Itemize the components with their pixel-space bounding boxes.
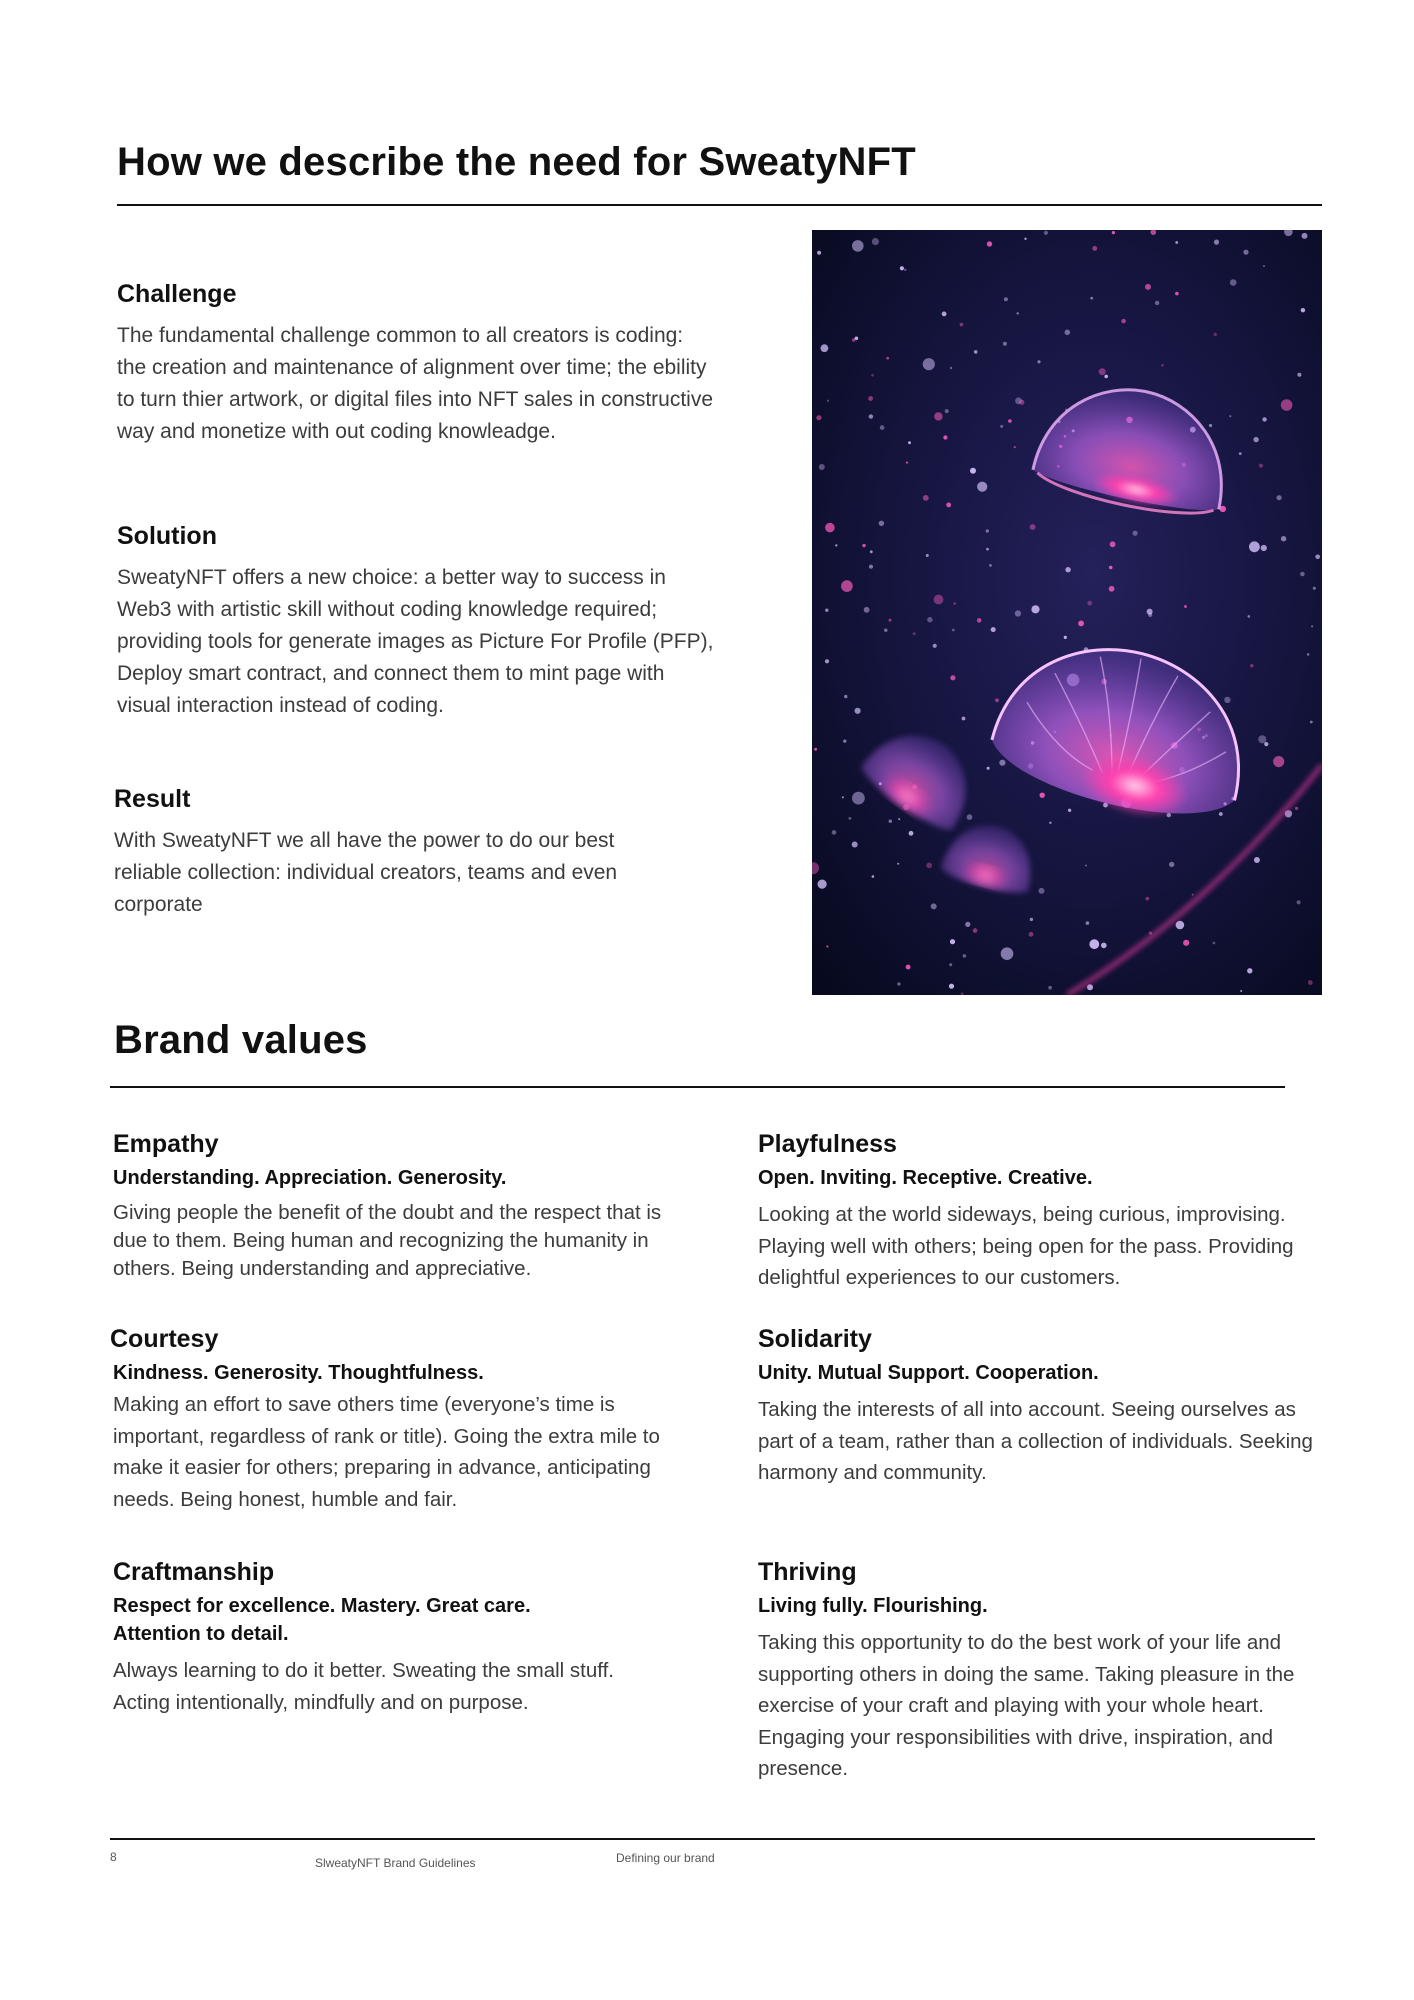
particle <box>949 984 954 989</box>
particle <box>1110 541 1116 547</box>
particle <box>869 414 873 418</box>
particle <box>1155 301 1159 305</box>
particle <box>1031 605 1039 613</box>
particle <box>952 629 955 632</box>
particle <box>869 565 873 569</box>
particle <box>1019 400 1024 405</box>
particle <box>926 554 929 557</box>
value-playfulness <box>758 1130 1328 1294</box>
particle <box>909 831 914 836</box>
particle <box>1001 947 1014 960</box>
particle <box>880 425 885 430</box>
particle <box>818 880 827 889</box>
particle <box>926 863 932 869</box>
value-tagline: Understanding. Appreciation. Generosity. <box>113 1167 507 1189</box>
particle <box>945 409 949 413</box>
value-tagline: Living fully. Flourishing. <box>758 1595 988 1617</box>
value-empathy <box>113 1130 693 1283</box>
particle <box>1145 284 1151 290</box>
result-text: With SweatyNFT we all have the power to do our best reliable collection: individual creators, teams and even corporate <box>114 829 618 916</box>
particle <box>1219 812 1223 816</box>
particle <box>999 760 1005 766</box>
particle <box>871 374 874 377</box>
particle <box>1281 399 1293 411</box>
particle <box>1281 536 1286 541</box>
particle <box>870 550 873 553</box>
solution-heading: Solution <box>117 522 217 550</box>
particle <box>872 875 875 878</box>
particle <box>986 548 989 551</box>
particle <box>1250 664 1253 667</box>
particle <box>1213 942 1216 945</box>
particle <box>1104 375 1108 379</box>
particle <box>814 748 817 751</box>
particle <box>1249 541 1260 552</box>
value-description: Taking the interests of all into account. Seeing ourselves as part of a team, rather than a collection of individuals. Seeking harmony and community. <box>758 1398 1313 1484</box>
particle <box>995 698 999 702</box>
particle <box>1277 495 1282 500</box>
particle <box>965 922 970 927</box>
particle <box>933 644 937 648</box>
particle <box>1068 809 1071 812</box>
particle <box>1261 545 1267 551</box>
result-heading: Result <box>114 785 191 813</box>
particle <box>1112 231 1115 234</box>
value-description: Taking this opportunity to do the best work of your life and supporting others in doing the same. Taking pleasure in the exercise of your craft and playing with your whole heart. Engaging your responsibilities with drive, inspiration, and presence. <box>758 1631 1295 1780</box>
value-name: Solidarity <box>758 1325 872 1353</box>
value-tagline: Open. Inviting. Receptive. Creative. <box>758 1167 1093 1189</box>
particle <box>1039 888 1045 894</box>
particle <box>1240 990 1242 992</box>
particle <box>1092 246 1097 251</box>
particle <box>1040 793 1045 798</box>
particle <box>1087 984 1093 990</box>
particle <box>974 350 978 354</box>
particle <box>934 595 944 605</box>
page-number: 8 <box>110 1850 117 1864</box>
particle <box>963 954 967 958</box>
particle <box>832 830 837 835</box>
particle <box>1214 240 1219 245</box>
particle <box>1310 721 1313 724</box>
value-courtesy <box>110 1325 690 1515</box>
particle <box>1253 437 1258 442</box>
particle <box>1000 425 1003 428</box>
particle <box>827 400 829 402</box>
particle <box>1192 894 1194 896</box>
value-name: Empathy <box>113 1130 219 1158</box>
particle <box>1087 601 1092 606</box>
particle <box>1030 524 1036 530</box>
particle <box>1307 653 1309 655</box>
particle <box>1004 297 1008 301</box>
particle <box>1214 333 1217 336</box>
particle <box>1313 587 1316 590</box>
solution-text: SweatyNFT offers a new choice: a better way to success in Web3 with artistic skill without coding knowledge required; providing tools for generate images as Picture For Profile (PFP), Deploy smart contract, and connect them to mint page with visual interaction instead of coding. <box>117 566 714 717</box>
particle <box>989 564 992 567</box>
result-block <box>114 785 674 921</box>
particle <box>1243 250 1248 255</box>
particle <box>1109 566 1113 570</box>
value-name: Thriving <box>758 1558 857 1586</box>
particle <box>987 767 990 770</box>
value-solidarity <box>758 1325 1328 1489</box>
particle <box>1175 292 1179 296</box>
title-divider <box>117 204 1322 206</box>
particle <box>1301 308 1305 312</box>
value-thriving <box>758 1558 1318 1785</box>
particle <box>1315 555 1320 560</box>
particle <box>967 814 973 820</box>
particle <box>842 796 844 798</box>
particle <box>897 863 899 865</box>
particle <box>906 965 911 970</box>
particle <box>977 618 982 623</box>
particle <box>1254 857 1260 863</box>
particle <box>1258 735 1266 743</box>
particle <box>931 903 937 909</box>
value-tagline: Kindness. Generosity. Thoughtfulness. <box>113 1362 484 1384</box>
particle <box>852 792 865 805</box>
particle <box>1209 424 1212 427</box>
particle <box>1064 636 1067 639</box>
particle <box>1230 279 1237 286</box>
particle <box>1086 921 1090 925</box>
particle <box>1049 822 1051 824</box>
particle <box>1008 419 1012 423</box>
particle <box>1017 312 1019 314</box>
particle <box>942 312 947 317</box>
brand-values-divider <box>110 1086 1285 1088</box>
particle <box>864 607 870 613</box>
particle <box>843 740 846 743</box>
particle <box>816 415 821 420</box>
particle <box>841 580 853 592</box>
particle <box>1133 531 1138 536</box>
particle <box>855 708 861 714</box>
value-description: Giving people the benefit of the doubt and the respect that is due to them. Being human and recognizing the humanity in others. Being understanding and appreciative. <box>113 1201 662 1280</box>
particle <box>943 435 947 439</box>
particle <box>1078 621 1084 627</box>
particle <box>1224 697 1230 703</box>
particle <box>1090 297 1093 300</box>
footer-divider <box>110 1838 1315 1840</box>
particle <box>950 367 952 369</box>
value-tagline: Unity. Mutual Support. Cooperation. <box>758 1362 1099 1384</box>
particle <box>1145 897 1149 901</box>
particle <box>1239 452 1242 455</box>
particle <box>977 482 987 492</box>
particle <box>900 266 904 270</box>
particle <box>1015 610 1021 616</box>
particle <box>1273 756 1284 767</box>
particle <box>950 939 955 944</box>
particle <box>986 529 989 532</box>
particle <box>1176 921 1185 930</box>
particle <box>904 269 906 271</box>
particle <box>1184 605 1187 608</box>
particle <box>1037 360 1040 363</box>
page-title: How we describe the need for SweatyNFT <box>117 140 916 184</box>
particle <box>862 544 865 547</box>
particle <box>927 617 932 622</box>
particle <box>825 659 829 663</box>
particle <box>1259 464 1263 468</box>
particle <box>826 945 828 947</box>
particle <box>898 818 900 820</box>
particle <box>897 982 900 985</box>
particle <box>1263 265 1265 267</box>
particle <box>1169 862 1174 867</box>
particle <box>1148 613 1152 617</box>
value-name: Courtesy <box>110 1325 219 1353</box>
particle <box>949 963 952 966</box>
particle <box>825 523 835 533</box>
value-description: Making an effort to save others time (everyone’s time is important, regardless of rank or title). Going the extra mile to make it easier for others; preparing in advance, anticipating needs. Being honest, humble and fair. <box>113 1393 660 1511</box>
particle <box>946 503 951 508</box>
particle <box>879 521 884 526</box>
particle <box>852 240 864 252</box>
particle <box>906 461 908 463</box>
particle <box>1048 986 1052 990</box>
particle <box>1030 918 1033 921</box>
particle <box>1295 807 1298 810</box>
particle <box>835 544 837 546</box>
value-description: Looking at the world sideways, being curious, improvising. Playing well with others; being open for the pass. Providing delightful experiences to our customers. <box>758 1203 1294 1289</box>
particle <box>960 323 964 327</box>
particle <box>1308 980 1313 985</box>
jellyfish-illustration <box>812 230 1322 995</box>
particle <box>1089 939 1099 949</box>
particle <box>1014 446 1016 448</box>
brand-values-title: Brand values <box>114 1018 368 1062</box>
value-craftmanship <box>113 1558 673 1718</box>
particle <box>1297 373 1301 377</box>
particle <box>1044 231 1048 235</box>
particle <box>954 603 956 605</box>
particle <box>844 695 847 698</box>
particle <box>1029 932 1034 937</box>
particle <box>884 629 887 632</box>
particle <box>852 338 856 342</box>
particle <box>1024 238 1026 240</box>
particle <box>1175 241 1178 244</box>
challenge-text: The fundamental challenge common to all creators is coding: the creation and maintenance of alignment over time; the ebility to turn thier artwork, or digital files into NFT sales in constructive way and monetize with out coding knowleadge. <box>117 324 714 443</box>
solution-block <box>117 522 717 722</box>
particle <box>1229 415 1231 417</box>
particle <box>950 675 955 680</box>
particle <box>1302 233 1308 239</box>
particle <box>1099 368 1106 375</box>
challenge-heading: Challenge <box>117 280 237 308</box>
particle <box>923 495 929 501</box>
particle <box>987 241 992 246</box>
challenge-block <box>117 280 717 448</box>
particle <box>886 357 889 360</box>
footer-doc-title: SlweatyNFT Brand Guidelines <box>315 1856 476 1870</box>
particle <box>1161 364 1163 366</box>
particle <box>1149 932 1152 935</box>
particle <box>872 238 879 245</box>
particle <box>970 468 976 474</box>
particle <box>973 928 978 933</box>
particle <box>1248 615 1251 618</box>
particle <box>1085 865 1087 867</box>
particle <box>821 344 829 352</box>
particle <box>889 619 892 622</box>
particle <box>825 609 828 612</box>
particle <box>991 627 996 632</box>
footer-section: Defining our brand <box>616 1851 715 1865</box>
particle <box>1247 968 1252 973</box>
particle <box>934 412 942 420</box>
particle <box>817 251 821 255</box>
particle <box>819 464 825 470</box>
particle <box>923 358 935 370</box>
value-tagline: Respect for excellence. Mastery. Great care. Attention to detail. <box>113 1595 531 1645</box>
value-name: Craftmanship <box>113 1558 275 1586</box>
particle <box>849 817 852 820</box>
particle <box>1297 900 1301 904</box>
particle <box>889 820 892 823</box>
jellyfish-photo <box>812 230 1322 995</box>
particle <box>1065 567 1070 572</box>
particle <box>908 441 911 444</box>
particle <box>1264 742 1268 746</box>
particle <box>1109 586 1115 592</box>
particle <box>1003 342 1007 346</box>
value-description: Always learning to do it better. Sweating the small stuff. Acting intentionally, mindfully and on purpose. <box>113 1659 614 1714</box>
particle <box>1311 625 1313 627</box>
particle <box>1183 940 1189 946</box>
particle <box>1065 330 1071 336</box>
value-name: Playfulness <box>758 1130 897 1158</box>
particle <box>1101 943 1107 949</box>
particle <box>1262 417 1266 421</box>
particle <box>852 842 858 848</box>
particle <box>868 396 873 401</box>
particle <box>913 632 916 635</box>
particle <box>1121 319 1125 323</box>
particle <box>962 717 966 721</box>
particle <box>1300 572 1305 577</box>
